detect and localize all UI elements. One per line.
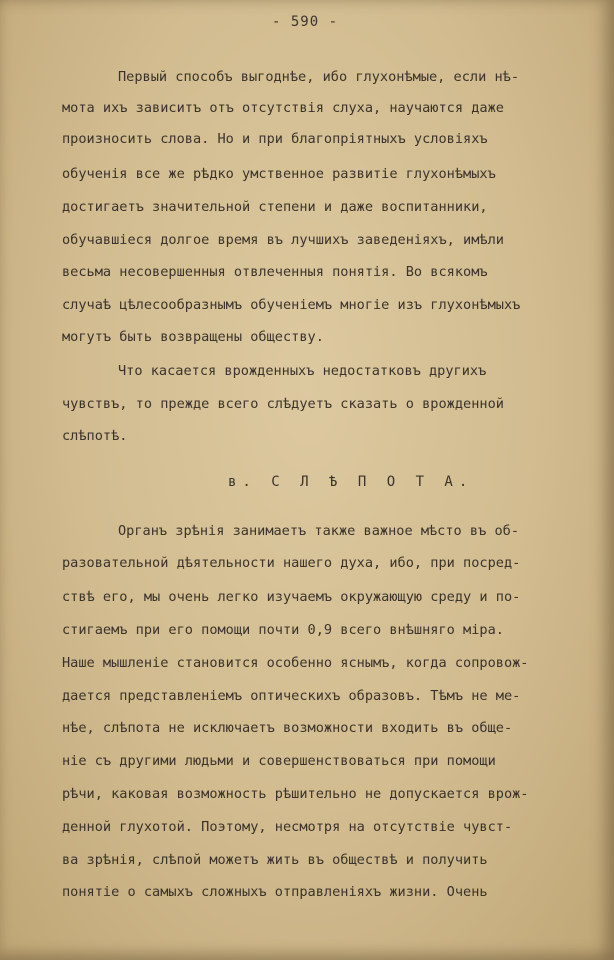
text-line: Первый способъ выгоднѣе, ибо глухонѣмые, если нѣ- (118, 69, 520, 85)
text-line: стигаемъ при его помощи почти 0,9 всего внѣшняго міра. (62, 622, 504, 638)
text-line: разовательной дѣятельности нашего духа, ибо, при посред- (62, 555, 521, 571)
text-line: весьма несовершенныя отвлеченныя понятія. Во всякомъ (62, 264, 488, 280)
text-line: случаѣ цѣлесообразнымъ обученіемъ многіе изъ глухонѣмыхъ (62, 297, 521, 313)
text-line: понятіе о самыхъ сложныхъ отправленіяхъ жизни. Очень (62, 884, 488, 900)
text-line: Что касается врожденныхъ недостатковъ другихъ (118, 363, 487, 379)
text-line: ствѣ его, мы очень легко изучаемъ окружающую среду и по- (62, 589, 521, 605)
text-line: обучавшіеся долгое время въ лучшихъ заведеніяхъ, имѣли (62, 232, 504, 248)
text-line: произносить слова. Но и при благопріятныхъ условіяхъ (62, 131, 488, 147)
text-line: могутъ быть возвращены обществу. (62, 329, 324, 345)
text-line: денной глухотой. Поэтому, несмотря на отсутствіе чувст- (62, 819, 513, 835)
text-line: чувствъ, то прежде всего слѣдуетъ сказать о врожденной (62, 396, 504, 412)
section-heading: в. С Л Ѣ П О Т А. (228, 474, 474, 490)
text-line: ніе съ другими людьми и совершенствоваться при помощи (62, 753, 496, 769)
text-line: Наше мышленіе становится особенно яснымъ, когда сопровож- (62, 655, 529, 671)
text-line: нѣе, слѣпота не исключаетъ возможности входить въ обще- (62, 720, 513, 736)
text-line: дается представленіемъ оптическихъ образовъ. Тѣмъ не ме- (62, 688, 521, 704)
text-line: слѣпотѣ. (62, 428, 128, 444)
text-line: достигаетъ значительной степени и даже воспитанники, (62, 199, 488, 215)
text-line: Органъ зрѣнія занимаетъ также важное мѣсто въ об- (118, 523, 520, 539)
text-line: рѣчи, каковая возможность рѣшительно не допускается врож- (62, 786, 529, 802)
text-line: ва зрѣнія, слѣпой можетъ жить въ обществѣ и получить (62, 852, 488, 868)
page-number: - 590 - (272, 14, 339, 30)
text-line: мота ихъ зависитъ отъ отсутствія слуха, научаются даже (62, 100, 504, 116)
text-line: обученія все же рѣдко умственное развитіе глухонѣмыхъ (62, 166, 496, 182)
